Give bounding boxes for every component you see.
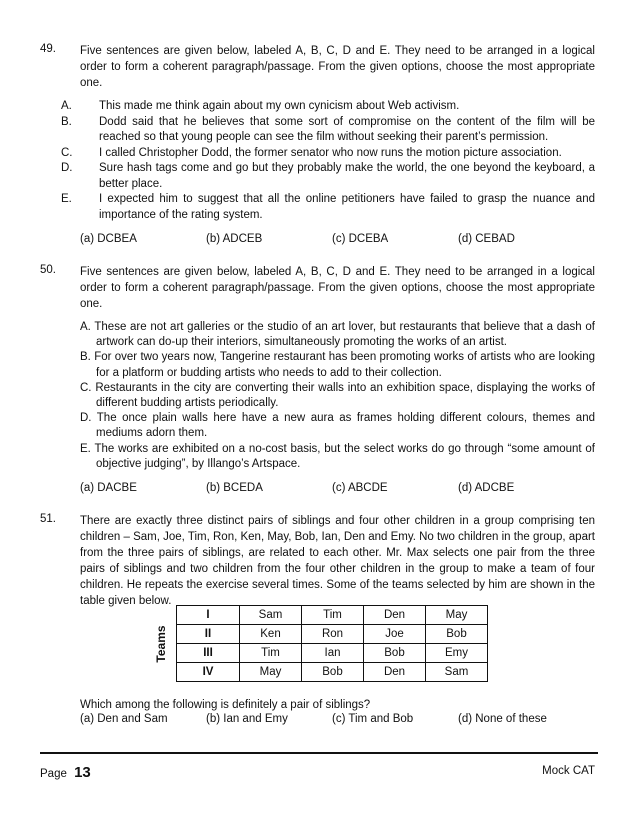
q50-sentence-b: B. For over two years now, Tangerine restaurant has been promoting works of artists who are looking for a platform or budding artists who needs to add to their collection. xyxy=(80,351,596,379)
question-51-subquestion: Which among the following is definitely a pair of siblings? xyxy=(80,699,371,711)
q49-option-d[interactable]: (d) CEBAD xyxy=(458,233,515,245)
question-50-sentences xyxy=(80,320,595,472)
question-50-prompt: Five sentences are given below, labeled A, B, C, D and E. They need to be arranged in a logical order to form a coherent paragraph/passage. From the given options, choose the most appropriate one. xyxy=(80,266,595,310)
team-member: Ken xyxy=(240,625,302,644)
q50-option-b[interactable]: (b) BCEDA xyxy=(206,482,263,494)
team-member: Joe xyxy=(364,625,426,644)
q51-option-c[interactable]: (c) Tim and Bob xyxy=(332,713,414,725)
question-49-number: 49. xyxy=(40,43,56,55)
team-member: Bob xyxy=(302,663,364,682)
team-id: I xyxy=(177,606,240,625)
q49-sentence-e: E. I expected him to suggest that all the online petitioners have failed to grasp the nuance and importance of the rating system. xyxy=(61,193,595,221)
table-row xyxy=(177,644,488,663)
q50-sentence-a: A. These are not art galleries or the studio of an art lover, but restaurants that believe that a dash of artwork can do-up their interiors, simultaneously promoting the works of an artist. xyxy=(80,321,595,349)
q50-option-a[interactable]: (a) DACBE xyxy=(80,482,137,494)
teams-side-label: Teams xyxy=(154,625,168,663)
team-member: Sam xyxy=(240,606,302,625)
q49-option-c[interactable]: (c) DCEBA xyxy=(332,233,389,245)
q49-sentence-b: B. Dodd said that he believes that some sort of compromise on the content of the film will be reached so that young people can see the film without seeking their parent’s permission. xyxy=(61,115,595,143)
q50-sentence-c: C. Restaurants in the city are converting their walls into an exhibition space, displaying the works of different budding artists periodically. xyxy=(80,381,595,410)
page-number: 13 xyxy=(74,764,91,781)
team-id: IV xyxy=(177,663,240,682)
team-member: Den xyxy=(364,606,426,625)
question-49-sentences xyxy=(61,99,595,223)
q51-option-d[interactable]: (d) None of these xyxy=(458,713,547,725)
question-50-answers xyxy=(80,482,595,498)
team-member: Emy xyxy=(426,644,488,663)
team-id: II xyxy=(177,625,240,644)
team-member: Bob xyxy=(364,644,426,663)
q50-option-c[interactable]: (c) ABCDE xyxy=(332,482,388,494)
page-indicator xyxy=(40,764,91,781)
question-51-number: 51. xyxy=(40,513,56,525)
question-49-answers xyxy=(80,233,595,249)
q49-option-a[interactable]: (a) DCBEA xyxy=(80,233,137,245)
q49-sentence-d: D. Sure hash tags come and go but they probably make the world, the one beyond the keyboard, a better place. xyxy=(61,162,595,190)
footer-title: Mock CAT xyxy=(542,765,595,777)
question-51-answers xyxy=(80,713,595,729)
q49-option-b[interactable]: (b) ADCEB xyxy=(206,233,263,245)
team-member: Sam xyxy=(426,663,488,682)
q51-option-b[interactable]: (b) Ian and Emy xyxy=(206,713,288,725)
team-member: Den xyxy=(364,663,426,682)
table-row xyxy=(177,663,488,682)
team-member: Ian xyxy=(302,644,364,663)
teams-table xyxy=(176,605,488,682)
q50-option-d[interactable]: (d) ADCBE xyxy=(458,482,515,494)
question-49-prompt: Five sentences are given below, labeled A, B, C, D and E. They need to be arranged in a logical order to form a coherent paragraph/passage. From the given options, choose the most appropriate one. xyxy=(80,45,595,89)
q49-sentence-c: C. I called Christopher Dodd, the former senator who now runs the motion picture association. xyxy=(61,146,562,159)
team-id: III xyxy=(177,644,240,663)
team-member: Ron xyxy=(302,625,364,644)
q51-option-a[interactable]: (a) Den and Sam xyxy=(80,713,168,725)
team-member: Tim xyxy=(302,606,364,625)
page-label: Page xyxy=(40,768,67,780)
question-50-number: 50. xyxy=(40,264,56,276)
q50-sentence-d: D. The once plain walls here have a new aura as frames holding different colours, themes and mediums adorn them. xyxy=(80,412,595,440)
team-member: May xyxy=(240,663,302,682)
footer-divider xyxy=(40,752,598,754)
q50-sentence-e: E. The works are exhibited on a no-cost basis, but the select works do go through “some amount of objective judging”, by Illango’s Artspace. xyxy=(80,442,595,470)
table-row xyxy=(177,606,488,625)
question-51-prompt: There are exactly three distinct pairs of siblings and four other children in a group comprising ten children – Sam, Joe, Tim, Ron, Ken, May, Bob, Ian, Den and Emy. No two children in the group, apart from the three pairs of siblings, are related to each other. Mr. Max selects one pair from the three pairs of siblings and two children from the four other children in the group to make a team of four children. He repeats the exercise several times. Some of the teams selected by him are shown in the table given below. xyxy=(80,515,595,607)
team-member: Bob xyxy=(426,625,488,644)
team-member: May xyxy=(426,606,488,625)
q49-sentence-a: A. This made me think again about my own cynicism about Web activism. xyxy=(61,100,460,112)
table-row xyxy=(177,625,488,644)
team-member: Tim xyxy=(240,644,302,663)
